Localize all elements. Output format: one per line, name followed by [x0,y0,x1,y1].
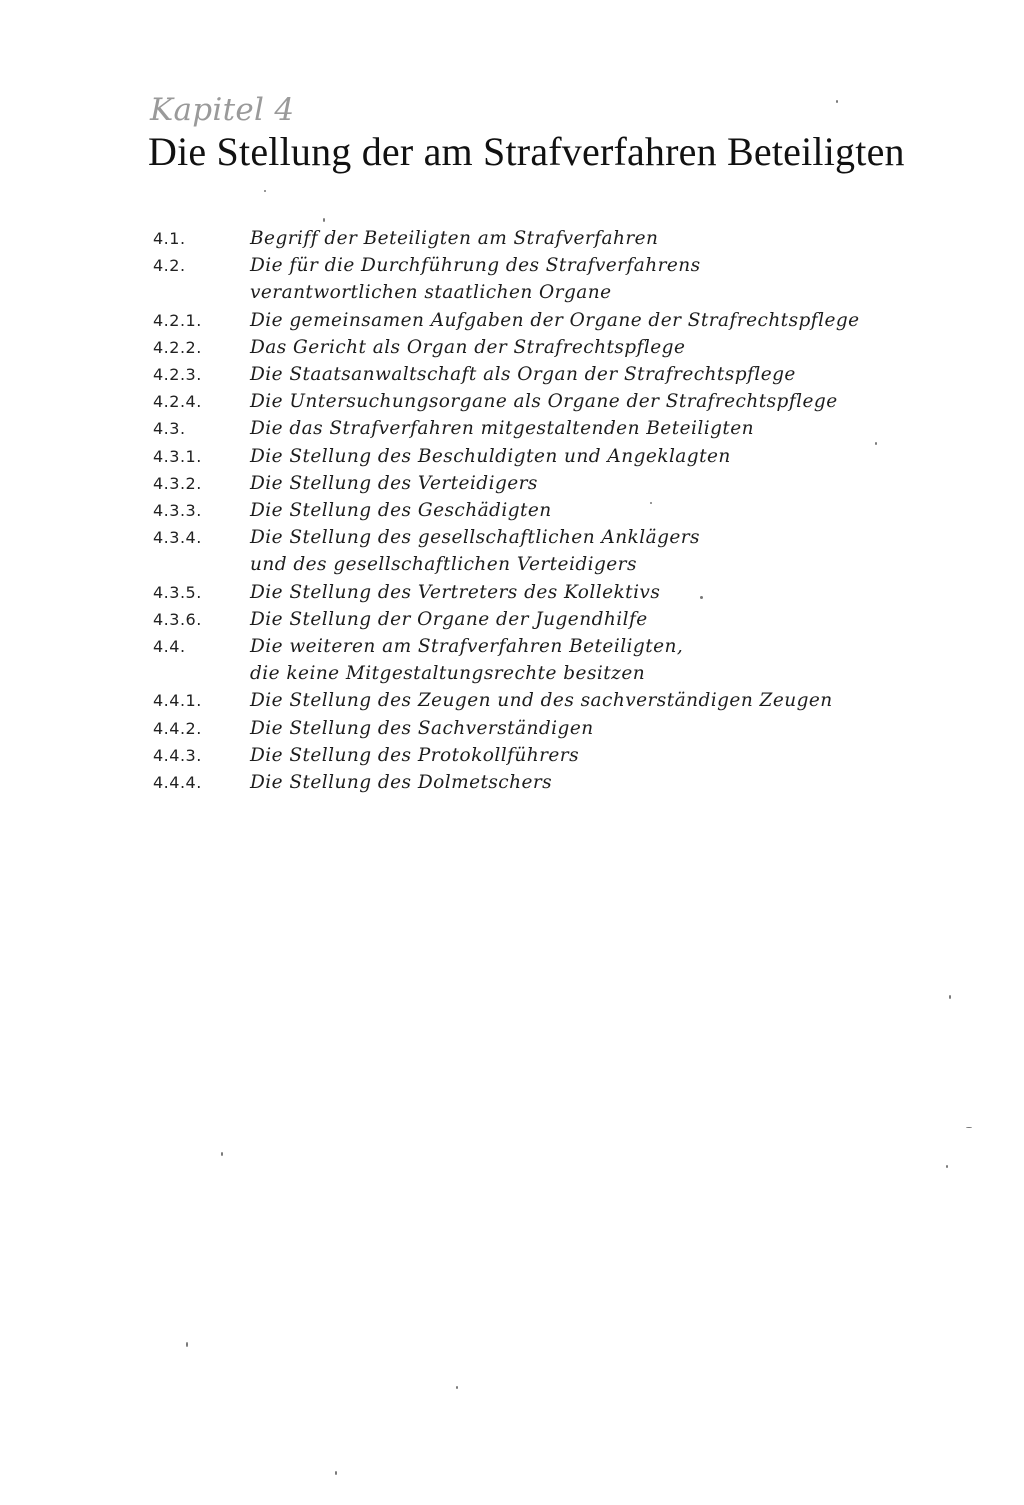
toc-entry-number: 4.4.2. [153,718,202,738]
toc-entry [153,633,873,687]
toc-entry-title-line: Die Stellung des Beschuldigten und Angeklagten [250,445,731,467]
toc-entry-title-line: Die Stellung des Vertreters des Kollektivs [250,581,661,603]
toc-entry-number: 4.2.4. [153,392,202,412]
scan-speck [323,218,325,222]
toc-entry-number: 4.4.3. [153,745,202,765]
toc-entry-number: 4.3.4. [153,528,202,548]
toc-entry-title-line: Die Stellung des Verteidigers [250,472,538,494]
scan-speck [966,1127,972,1128]
toc-entry-title [250,415,873,442]
toc-entry-title-line: Die Stellung des Zeugen und des sachverständigen Zeugen [250,690,833,712]
toc-entry [153,742,873,769]
toc-entry-title-line: Die das Strafverfahren mitgestaltenden Beteiligten [250,418,755,440]
scan-speck [946,1165,948,1168]
toc-entry-title-line: Das Gericht als Organ der Strafrechtspflege [250,336,686,358]
toc-entry-number: 4.4.4. [153,773,202,793]
toc-entry-title-line: Die gemeinsamen Aufgaben der Organe der Strafrechtspflege [250,309,860,331]
toc-entry [153,388,873,415]
toc-entry [153,524,873,578]
chapter-label: Kapitel 4 [150,92,295,128]
scan-speck [186,1342,188,1347]
toc-entry-title [250,497,873,524]
table-of-contents [153,225,873,796]
toc-entry-title-line: Die Stellung der Organe der Jugendhilfe [250,608,648,630]
toc-entry-title [250,524,873,578]
toc-entry-number: 4.3.1. [153,446,202,466]
toc-entry [153,252,873,306]
toc-entry-title-line: Die weiteren am Strafverfahren Beteiligten, [250,636,684,658]
toc-entry-number: 4.3.6. [153,609,202,629]
scan-speck [221,1152,223,1156]
toc-entry-title-line: Die Stellung des Geschädigten [250,500,552,522]
toc-entry-number: 4.2.2. [153,337,202,357]
toc-entry-number: 4.4. [153,637,186,657]
toc-entry-title-line: Die Stellung des gesellschaftlichen Anklägers [250,527,700,549]
toc-entry [153,687,873,714]
toc-entry-title [250,388,873,415]
scan-speck [949,995,951,999]
chapter-title: Die Stellung der am Strafverfahren Beteiligten [148,129,905,174]
toc-entry-title-line: und des gesellschaftlichen Verteidigers [250,554,637,576]
toc-entry-title-line: Die für die Durchführung des Strafverfahrens [250,255,701,277]
toc-entry-title-line: Die Stellung des Protokollführers [250,744,580,766]
toc-entry [153,334,873,361]
toc-entry-number: 4.3.3. [153,501,202,521]
toc-entry [153,225,873,252]
scan-speck [875,442,877,445]
toc-entry-title-line: verantwortlichen staatlichen Organe [250,282,612,304]
toc-entry [153,443,873,470]
toc-entry-title [250,715,873,742]
toc-entry [153,307,873,334]
toc-entry-number: 4.4.1. [153,691,202,711]
toc-entry [153,606,873,633]
toc-entry-title-line: die keine Mitgestaltungsrechte besitzen [250,663,646,685]
scan-speck [264,190,266,192]
toc-entry [153,579,873,606]
toc-entry-title [250,742,873,769]
scan-speck [456,1386,458,1389]
toc-entry-title [250,579,873,606]
toc-entry-title [250,361,873,388]
toc-entry-title-line: Die Untersuchungsorgane als Organe der Strafrechtspflege [250,391,838,413]
toc-entry-title-line: Die Staatsanwaltschaft als Organ der Strafrechtspflege [250,364,796,386]
toc-entry-title-line: Die Stellung des Dolmetschers [250,772,553,794]
toc-entry-number: 4.2.3. [153,365,202,385]
scan-speck [335,1471,337,1475]
toc-entry-number: 4.2.1. [153,310,202,330]
toc-entry-title [250,334,873,361]
toc-entry-title [250,769,873,796]
toc-entry [153,715,873,742]
toc-entry-number: 4.3.5. [153,582,202,602]
toc-entry-title-line: Begriff der Beteiligten am Strafverfahren [250,228,659,249]
toc-entry-title [250,252,873,306]
scan-speck [836,100,838,103]
scan-speck [700,596,703,599]
toc-entry-title [250,687,873,714]
toc-entry [153,470,873,497]
toc-entry-title [250,307,873,334]
toc-entry-title [250,470,873,497]
toc-entry-number: 4.2. [153,256,186,276]
toc-entry [153,361,873,388]
toc-entry-title [250,606,873,633]
toc-entry-title-line: Die Stellung des Sachverständigen [250,717,594,739]
toc-entry-title [250,633,873,687]
toc-entry [153,415,873,442]
scan-speck [650,502,652,504]
toc-entry [153,497,873,524]
toc-entry-number: 4.3. [153,419,186,439]
toc-entry-number: 4.1. [153,229,186,248]
toc-entry-number: 4.3.2. [153,473,202,493]
toc-entry [153,769,873,796]
toc-entry-title [250,443,873,470]
toc-entry-title [250,225,873,252]
